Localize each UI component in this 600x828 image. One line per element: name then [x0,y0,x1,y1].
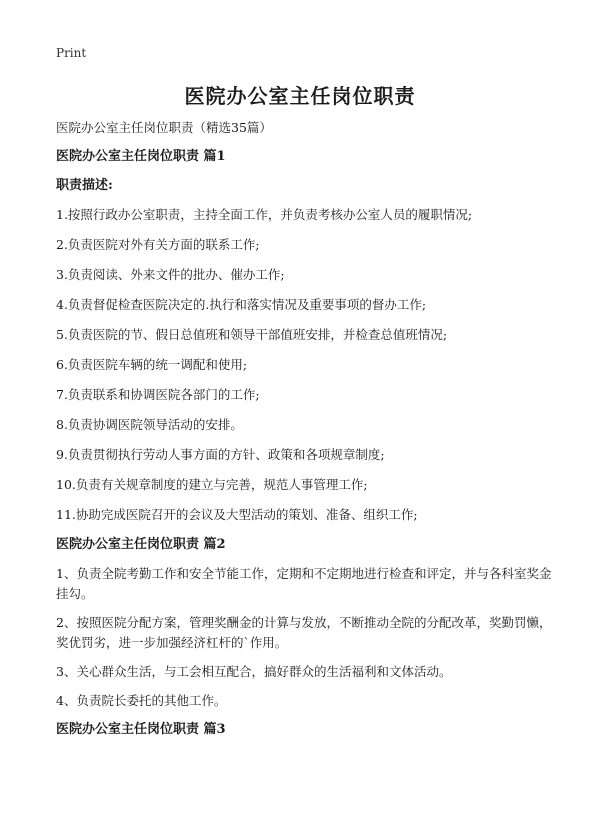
list-item: 6.负责医院车辆的统一调配和使用; [56,357,248,372]
section-heading: 医院办公室主任岗位职责 篇1 [56,149,226,164]
section-heading: 医院办公室主任岗位职责 篇2 [56,537,226,552]
list-item: 8.负责协调医院领导活动的安排。 [56,417,243,432]
print-link[interactable]: Print [56,46,87,60]
list-item: 1、负责全院考勤工作和安全节能工作，定期和不定期地进行检查和评定，并与各科室奖金挂勾。 [56,566,552,601]
section-1 [56,147,556,525]
document-body [56,118,556,749]
list-item: 2.负责医院对外有关方面的联系工作; [56,237,260,252]
list-item: 10.负责有关规章制度的建立与完善，规范人事管理工作; [56,477,368,492]
list-item: 2、按照医院分配方案，管理奖酬金的计算与发放，不断推动全院的分配改革，奖勤罚懒，奖优罚劣，进一步加强经济杠杆的`作用。 [56,615,552,650]
document-subtitle: 医院办公室主任岗位职责（精选35篇） [56,120,272,135]
list-item: 9.负责贯彻执行劳动人事方面的方针、政策和各项规章制度; [56,447,385,462]
list-item: 5.负责医院的节、假日总值班和领导干部值班安排，并检查总值班情况; [56,327,448,342]
list-item: 4.负责督促检查医院决定的.执行和落实情况及重要事项的督办工作; [56,297,427,312]
list-item: 3、关心群众生活，与工会相互配合，搞好群众的生活福利和文体活动。 [56,664,452,679]
page-title: 医院办公室主任岗位职责 [184,84,416,108]
list-item: 7.负责联系和协调医院各部门的工作; [56,387,260,402]
list-item: 11.协助完成医院召开的会议及大型活动的策划、准备、组织工作; [56,507,418,522]
section-2 [56,535,556,711]
section-3 [56,720,556,740]
duty-description-label: 职责描述: [56,178,113,193]
list-item: 4、负责院长委托的其他工作。 [56,693,227,708]
section-heading: 医院办公室主任岗位职责 篇3 [56,722,226,737]
list-item: 1.按照行政办公室职责，主持全面工作，并负责考核办公室人员的履职情况; [56,207,473,222]
list-item: 3.负责阅读、外来文件的批办、催办工作; [56,267,285,282]
